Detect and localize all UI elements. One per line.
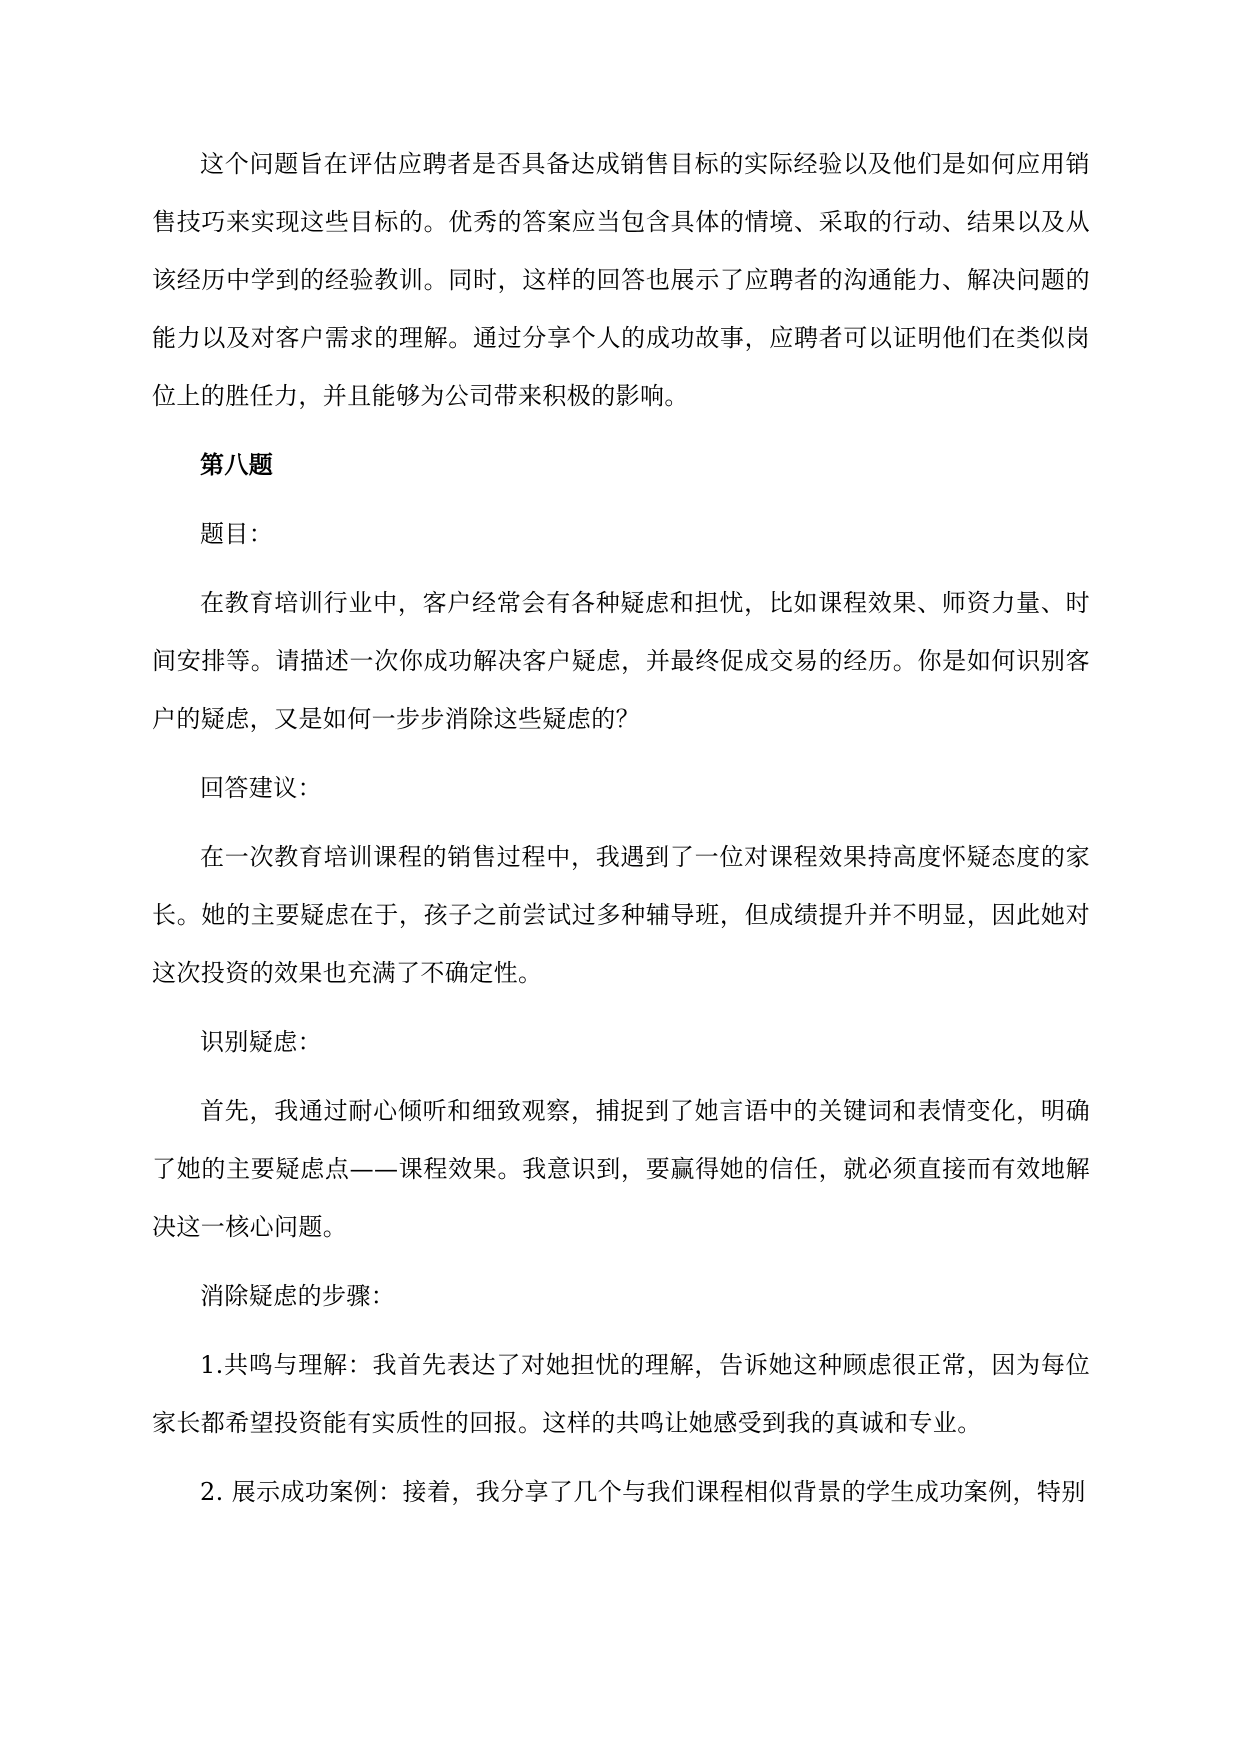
step-1-paragraph: 1.共鸣与理解：我首先表达了对她担忧的理解，告诉她这种顾虑很正常，因为每位家长都希望投资能有实质性的回报。这样的共鸣让她感受到我的真诚和专业。	[152, 1351, 1090, 1437]
answer-label: 回答建议：	[200, 774, 322, 802]
steps-label: 消除疑虑的步骤：	[200, 1282, 396, 1310]
question-text: 在教育培训行业中，客户经常会有各种疑虑和担忧，比如课程效果、师资力量、时间安排等。请描述一次你成功解决客户疑虑，并最终促成交易的经历。你是如何识别客户的疑虑，又是如何一步步消除这些疑虑的？	[152, 589, 1090, 733]
answer-intro-paragraph: 在一次教育培训课程的销售过程中，我遇到了一位对课程效果持高度怀疑态度的家长。她的主要疑虑在于，孩子之前尝试过多种辅导班，但成绩提升并不明显，因此她对这次投资的效果也充满了不确定性。	[152, 843, 1090, 987]
step-2-paragraph: 2. 展示成功案例：接着，我分享了几个与我们课程相似背景的学生成功案例，特别	[200, 1478, 1086, 1506]
identify-paragraph: 首先，我通过耐心倾听和细致观察，捕捉到了她言语中的关键词和表情变化，明确了她的主要疑虑点——课程效果。我意识到，要赢得她的信任，就必须直接而有效地解决这一核心问题。	[152, 1097, 1090, 1241]
question-label: 题目：	[200, 520, 274, 548]
intro-paragraph: 这个问题旨在评估应聘者是否具备达成销售目标的实际经验以及他们是如何应用销售技巧来实现这些目标的。优秀的答案应当包含具体的情境、采取的行动、结果以及从该经历中学到的经验教训。同时，这样的回答也展示了应聘者的沟通能力、解决问题的能力以及对客户需求的理解。通过分享个人的成功故事，应聘者可以证明他们在类似岗位上的胜任力，并且能够为公司带来积极的影响。	[152, 150, 1090, 410]
section-heading: 第八题	[200, 450, 274, 479]
identify-label: 识别疑虑：	[200, 1028, 322, 1056]
document-body	[152, 135, 1090, 1532]
